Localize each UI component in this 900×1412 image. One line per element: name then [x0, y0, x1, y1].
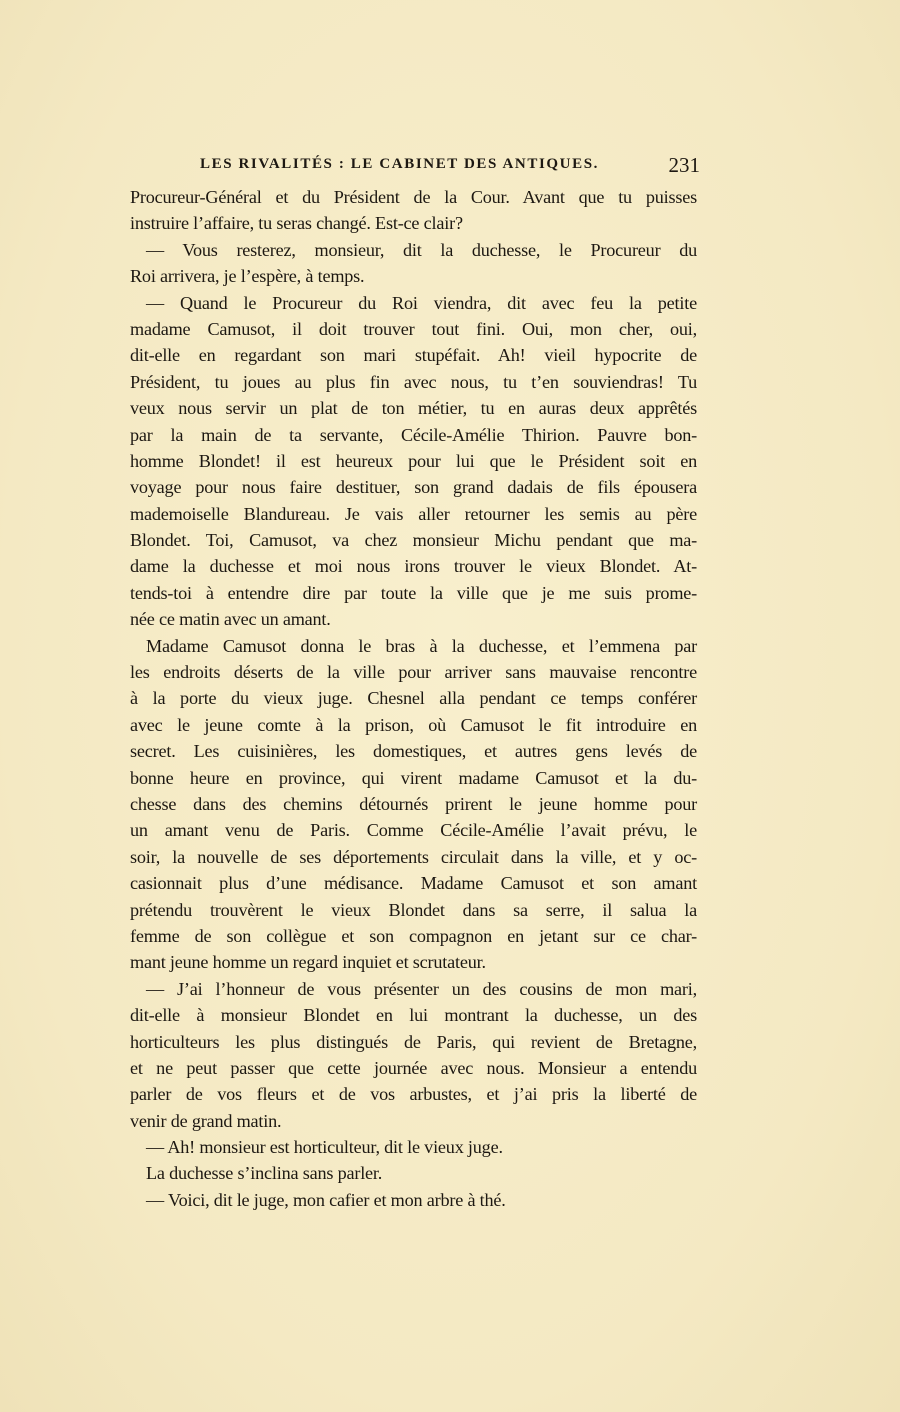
text-line: dit-elle en regardant son mari stupéfait. Ah! vieil hypocrite de [130, 345, 697, 366]
text-line: secret. Les cuisinières, les domestiques, et autres gens levés de [130, 741, 697, 762]
text-line: à la porte du vieux juge. Chesnel alla pendant ce temps conférer [130, 688, 697, 709]
text-line: — Quand le Procureur du Roi viendra, dit avec feu la petite [146, 292, 697, 313]
text-line: Président, tu joues au plus fin avec nous, tu t’en souviendras! Tu [130, 371, 697, 392]
body-text [130, 184, 697, 1213]
paragraph [130, 1134, 697, 1160]
paragraph [130, 237, 697, 290]
page-number: 231 [668, 153, 700, 177]
text-line: Roi arrivera, je l’espère, à temps. [130, 266, 365, 287]
text-line: — Ah! monsieur est horticulteur, dit le vieux juge. [146, 1137, 503, 1158]
text-line: soir, la nouvelle de ses déportements circulait dans la ville, et y oc- [130, 846, 697, 867]
text-line: instruire l’affaire, tu seras changé. Est-ce clair? [130, 213, 463, 234]
paragraph [130, 290, 697, 633]
paragraph [130, 184, 697, 237]
text-line: parler de vos fleurs et de vos arbustes, et j’ai pris la liberté de [130, 1084, 697, 1105]
paragraph [130, 976, 697, 1134]
paragraph [130, 1160, 697, 1186]
text-line: venir de grand matin. [130, 1110, 282, 1131]
text-line: mademoiselle Blandureau. Je vais aller retourner les semis au père [130, 503, 697, 524]
text-line: La duchesse s’inclina sans parler. [146, 1163, 383, 1184]
text-line: tends-toi à entendre dire par toute la ville que je me suis prome- [130, 582, 697, 603]
text-line: veux nous servir un plat de ton métier, tu en auras deux apprêtés [130, 398, 697, 419]
running-title: LES RIVALITÉS : LE CABINET DES ANTIQUES. [200, 156, 599, 172]
text-line: Blondet. Toi, Camusot, va chez monsieur Michu pendant que ma- [130, 530, 697, 551]
paragraph [130, 1187, 697, 1213]
text-line: — Vous resterez, monsieur, dit la duchesse, le Procureur du [146, 239, 697, 260]
paragraph [130, 633, 697, 976]
page-header [200, 153, 700, 180]
text-line: voyage pour nous faire destituer, son grand dadais de fils épousera [130, 477, 697, 498]
text-line: dit-elle à monsieur Blondet en lui montrant la duchesse, un des [130, 1005, 697, 1026]
text-line: dame la duchesse et moi nous irons trouver le vieux Blondet. At- [130, 556, 697, 577]
text-line: avec le jeune comte à la prison, où Camusot le fit introduire en [130, 714, 697, 735]
text-line: casionnait plus d’une médisance. Madame Camusot et son amant [130, 873, 697, 894]
text-line: femme de son collègue et son compagnon en jetant sur ce char- [130, 925, 697, 946]
text-line: Procureur-Général et du Président de la Cour. Avant que tu puisses [130, 187, 697, 207]
text-line: mant jeune homme un regard inquiet et scrutateur. [130, 952, 486, 973]
text-line: — J’ai l’honneur de vous présenter un des cousins de mon mari, [146, 978, 697, 999]
text-line: née ce matin avec un amant. [130, 609, 331, 630]
text-line: prétendu trouvèrent le vieux Blondet dans sa serre, il salua la [130, 899, 697, 920]
text-line: bonne heure en province, qui virent madame Camusot et la du- [130, 767, 697, 788]
text-line: homme Blondet! il est heureux pour lui que le Président soit en [130, 450, 697, 471]
text-line: par la main de ta servante, Cécile-Amélie Thirion. Pauvre bon- [130, 424, 697, 445]
text-line: les endroits déserts de la ville pour arriver sans mauvaise rencontre [130, 662, 697, 683]
text-line: et ne peut passer que cette journée avec nous. Monsieur a entendu [130, 1057, 697, 1078]
text-line: un amant venu de Paris. Comme Cécile-Amélie l’avait prévu, le [130, 820, 697, 841]
text-line: horticulteurs les plus distingués de Paris, qui revient de Bretagne, [130, 1031, 697, 1052]
text-line: — Voici, dit le juge, mon cafier et mon arbre à thé. [146, 1189, 506, 1210]
text-line: Madame Camusot donna le bras à la duchesse, et l’emmena par [146, 635, 697, 656]
text-line: madame Camusot, il doit trouver tout fini. Oui, mon cher, oui, [130, 318, 697, 339]
text-line: chesse dans des chemins détournés prirent le jeune homme pour [130, 793, 697, 814]
